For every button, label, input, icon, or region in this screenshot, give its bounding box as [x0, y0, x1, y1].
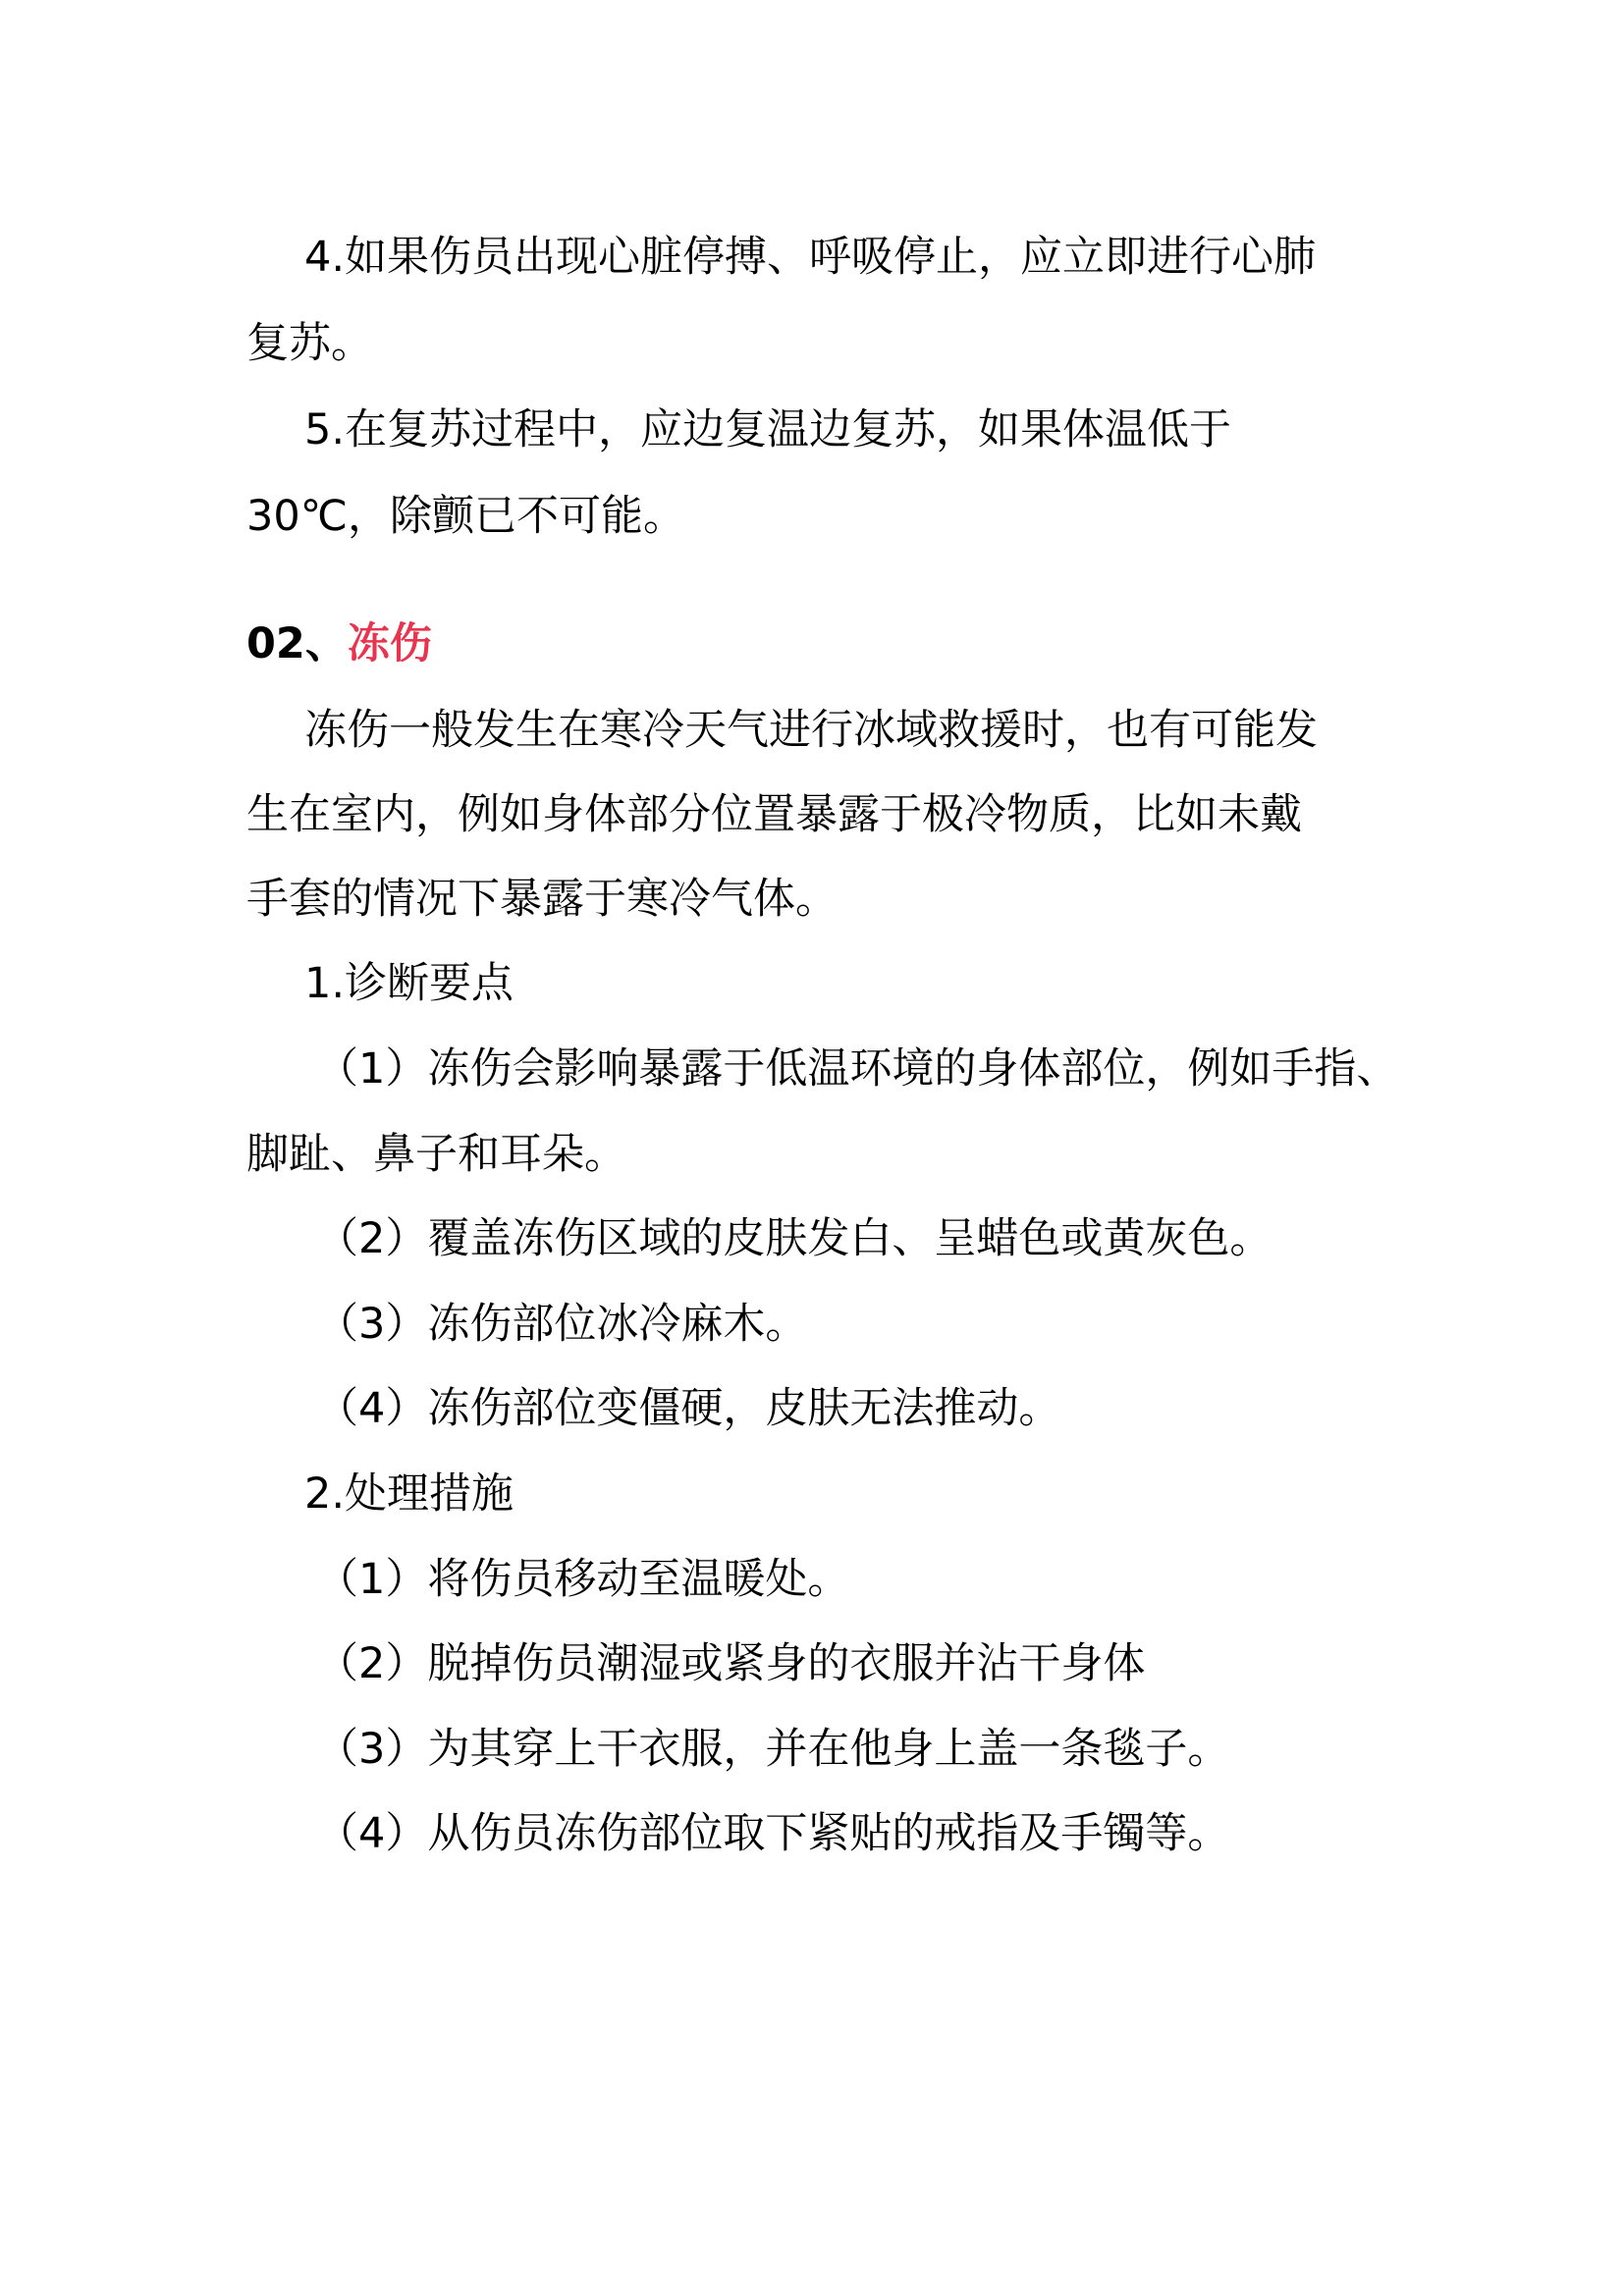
- treatment-item3: （3）为其穿上干衣服，并在他身上盖一条毯子。: [316, 1725, 1230, 1774]
- section-title: 冻伤: [347, 619, 432, 668]
- diagnosis-item1-line1: （1）冻伤会影响暴露于低温环境的身体部位，例如手指、: [316, 1044, 1399, 1094]
- section-number: 02、: [246, 619, 348, 668]
- diagnosis-item3: （3）冻伤部位冰冷麻木。: [316, 1300, 808, 1349]
- item4-line1: 4.如果伤员出现心脏停搏、呼吸停止，应立即进行心肺: [304, 233, 1317, 282]
- treatment-heading: 2.处理措施: [304, 1469, 514, 1519]
- item5-line2: 30℃，除颤已不可能。: [246, 492, 686, 541]
- item4-line2: 复苏。: [246, 319, 373, 368]
- treatment-item4: （4）从伤员冻伤部位取下紧贴的戒指及手镯等。: [316, 1809, 1230, 1858]
- intro-line2: 生在室内，例如身体部分位置暴露于极冷物质，比如未戴: [246, 790, 1302, 839]
- treatment-item2: （2）脱掉伤员潮湿或紧身的衣服并沾干身体: [316, 1639, 1146, 1688]
- diagnosis-item2: （2）覆盖冻伤区域的皮肤发白、呈蜡色或黄灰色。: [316, 1214, 1272, 1263]
- intro-line1: 冻伤一般发生在寒冷天气进行冰域救援时，也有可能发: [304, 706, 1318, 755]
- section-heading: [246, 614, 432, 673]
- item5-line1: 5.在复苏过程中，应边复温边复苏，如果体温低于: [304, 405, 1232, 454]
- treatment-item1: （1）将伤员移动至温暖处。: [316, 1555, 850, 1604]
- intro-line3: 手套的情况下暴露于寒冷气体。: [246, 875, 838, 924]
- diagnosis-item1-line2: 脚趾、鼻子和耳朵。: [246, 1130, 626, 1179]
- diagnosis-item4: （4）冻伤部位变僵硬，皮肤无法推动。: [316, 1384, 1061, 1433]
- diagnosis-heading: 1.诊断要点: [304, 959, 514, 1008]
